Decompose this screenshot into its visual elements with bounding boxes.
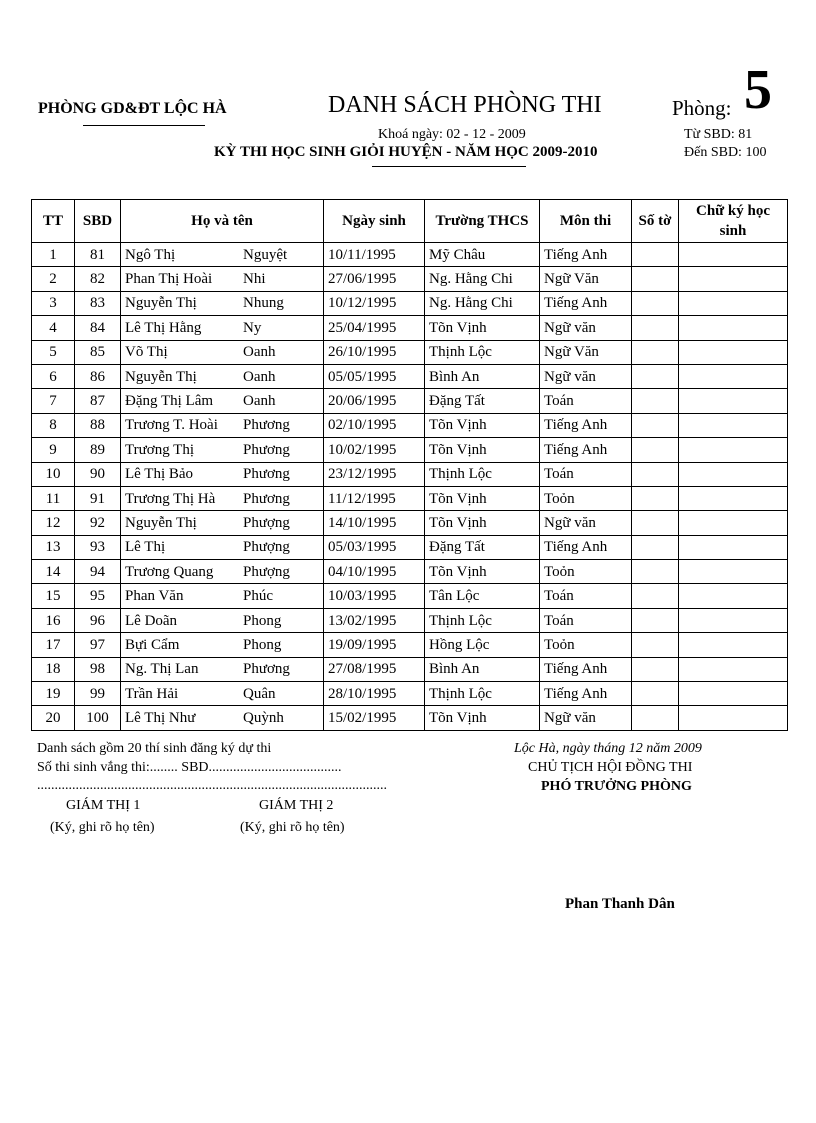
cell-dob: 27/08/1995 [324,657,425,681]
cell-tt: 20 [32,706,75,730]
cell-signature[interactable] [679,316,788,340]
cell-name [121,267,324,291]
cell-name [121,340,324,364]
name-last: Nhung [243,295,284,312]
cell-tt: 1 [32,243,75,267]
name-last: Phong [243,636,282,653]
total-candidates: Danh sách gồm 20 thí sinh đăng ký dự thi [37,741,272,756]
cell-tt: 10 [32,462,75,486]
name-last: Phương [243,441,290,458]
table-row [32,486,788,510]
cell-pages[interactable] [632,340,679,364]
cell-sbd: 81 [75,243,121,267]
cell-sbd: 92 [75,511,121,535]
name-last: Quân [243,685,276,702]
cell-sbd: 83 [75,291,121,315]
cell-pages[interactable] [632,413,679,437]
cell-name [121,608,324,632]
cell-sbd: 94 [75,560,121,584]
cell-sbd: 82 [75,267,121,291]
cell-subject: Toán [540,584,632,608]
cell-signature[interactable] [679,267,788,291]
cell-sbd: 90 [75,462,121,486]
name-last: Phương [243,490,290,507]
column-header-tt: TT [32,200,75,243]
cell-name [121,316,324,340]
cell-signature[interactable] [679,560,788,584]
name-first: Phan Thị Hoài [125,271,213,288]
organization-name: PHÒNG GD&ĐT LỘC HÀ [38,100,227,117]
cell-school: Tõn Vịnh [425,413,540,437]
name-first: Trần Hải [125,685,179,702]
cell-subject: Tiếng Anh [540,438,632,462]
table-row [32,389,788,413]
cell-signature[interactable] [679,291,788,315]
cell-dob: 27/06/1995 [324,267,425,291]
cell-subject: Tiếng Anh [540,291,632,315]
table-row [32,243,788,267]
place-date: Lộc Hà, ngày tháng 12 năm 2009 [514,741,702,756]
cell-school: Bình An [425,364,540,388]
cell-school: Ng. Hằng Chi [425,291,540,315]
cell-tt: 11 [32,486,75,510]
cell-tt: 8 [32,413,75,437]
cell-sbd: 97 [75,633,121,657]
cell-name [121,682,324,706]
cell-pages[interactable] [632,243,679,267]
cell-signature[interactable] [679,535,788,559]
cell-dob: 10/11/1995 [324,243,425,267]
cell-sbd: 98 [75,657,121,681]
cell-school: Hồng Lộc [425,633,540,657]
cell-sbd: 93 [75,535,121,559]
cell-subject: Ngữ văn [540,316,632,340]
name-last: Nhi [243,271,266,288]
name-first: Võ Thị [125,344,168,361]
name-first: Nguyễn Thị [125,514,197,531]
signer-name: Phan Thanh Dân [565,896,675,912]
cell-name [121,633,324,657]
cell-sbd: 95 [75,584,121,608]
cell-subject: Ngữ văn [540,511,632,535]
cell-pages[interactable] [632,560,679,584]
cell-school: Tõn Vịnh [425,706,540,730]
cell-pages[interactable] [632,438,679,462]
name-first: Ng. Thị Lan [125,661,199,678]
cell-signature[interactable] [679,243,788,267]
cell-dob: 11/12/1995 [324,486,425,510]
cell-school: Thịnh Lộc [425,682,540,706]
cell-dob: 02/10/1995 [324,413,425,437]
cell-sbd: 86 [75,364,121,388]
cell-school: Bình An [425,657,540,681]
table-row [32,657,788,681]
cell-pages[interactable] [632,535,679,559]
cell-dob: 05/03/1995 [324,535,425,559]
cell-subject: Toán [540,462,632,486]
cell-tt: 2 [32,267,75,291]
cell-name [121,657,324,681]
cell-dob: 10/03/1995 [324,584,425,608]
name-last: Phúc [243,588,273,605]
column-header-name: Họ và tên [121,200,324,243]
room-label: Phòng: [672,96,732,120]
name-first: Lê Thị Bảo [125,466,194,483]
proctor-2-note: (Ký, ghi rõ họ tên) [240,820,345,835]
cell-signature[interactable] [679,389,788,413]
name-first: Lê Thị [125,539,166,556]
cell-subject: Tiếng Anh [540,243,632,267]
column-header-signature: Chữ ký học sinh [679,200,788,243]
cell-tt: 19 [32,682,75,706]
cell-tt: 17 [32,633,75,657]
candidate-table [31,199,788,731]
table-row [32,608,788,632]
cell-school: Tõn Vịnh [425,316,540,340]
table-row [32,633,788,657]
column-header-school: Trường THCS [425,200,540,243]
cell-tt: 3 [32,291,75,315]
cell-dob: 04/10/1995 [324,560,425,584]
table-row [32,291,788,315]
name-first: Bựi Cẩm [125,636,180,653]
cell-tt: 18 [32,657,75,681]
name-first: Trương Quang [125,563,214,580]
name-last: Oanh [243,344,276,361]
cell-sbd: 87 [75,389,121,413]
cell-dob: 10/12/1995 [324,291,425,315]
cell-dob: 05/05/1995 [324,364,425,388]
cell-signature[interactable] [679,657,788,681]
name-first: Trương Thị [125,441,195,458]
cell-signature[interactable] [679,413,788,437]
name-first: Nguyễn Thị [125,295,197,312]
cell-school: Tõn Vịnh [425,438,540,462]
organization-underline [83,125,205,126]
cell-school: Tân Lộc [425,584,540,608]
cell-subject: Tiếng Anh [540,413,632,437]
cell-subject: Toỏn [540,560,632,584]
dotted-line: .................................................................................................... [37,778,387,793]
cell-name [121,389,324,413]
cell-pages[interactable] [632,608,679,632]
cell-subject: Tiếng Anh [540,535,632,559]
cell-sbd: 96 [75,608,121,632]
proctor-1-title: GIÁM THỊ 1 [66,798,141,813]
cell-dob: 14/10/1995 [324,511,425,535]
name-last: Phong [243,612,282,629]
cell-signature[interactable] [679,364,788,388]
name-last: Phương [243,661,290,678]
document-title: DANH SÁCH PHÒNG THI [328,92,602,118]
cell-signature[interactable] [679,584,788,608]
cell-name [121,535,324,559]
cell-school: Thịnh Lộc [425,462,540,486]
cell-name [121,243,324,267]
table-body [32,243,788,731]
column-header-pages: Số tờ [632,200,679,243]
exam-date: Khoá ngày: 02 - 12 - 2009 [378,127,526,142]
cell-pages[interactable] [632,364,679,388]
cell-signature[interactable] [679,340,788,364]
cell-dob: 25/04/1995 [324,316,425,340]
cell-pages[interactable] [632,584,679,608]
from-sbd: Từ SBD: 81 [684,127,753,142]
name-last: Nguyệt [243,246,288,263]
cell-school: Thịnh Lộc [425,340,540,364]
name-last: Oanh [243,368,276,385]
cell-name [121,413,324,437]
cell-subject: Toán [540,389,632,413]
cell-subject: Tiếng Anh [540,657,632,681]
cell-tt: 9 [32,438,75,462]
table-row [32,413,788,437]
name-first: Lê Doãn [125,612,178,629]
table-row [32,316,788,340]
cell-school: Đặng Tất [425,389,540,413]
cell-school: Tõn Vịnh [425,560,540,584]
cell-name [121,486,324,510]
cell-school: Đặng Tất [425,535,540,559]
cell-subject: Ngữ văn [540,364,632,388]
cell-subject: Toỏn [540,486,632,510]
table-row [32,267,788,291]
cell-name [121,511,324,535]
cell-sbd: 88 [75,413,121,437]
cell-name [121,291,324,315]
column-header-dob: Ngày sinh [324,200,425,243]
cell-dob: 19/09/1995 [324,633,425,657]
cell-dob: 28/10/1995 [324,682,425,706]
cell-school: Mỹ Châu [425,243,540,267]
cell-dob: 20/06/1995 [324,389,425,413]
cell-signature[interactable] [679,511,788,535]
cell-signature[interactable] [679,682,788,706]
cell-pages[interactable] [632,267,679,291]
cell-tt: 12 [32,511,75,535]
cell-dob: 26/10/1995 [324,340,425,364]
name-last: Phượng [243,539,290,556]
cell-school: Thịnh Lộc [425,608,540,632]
cell-pages[interactable] [632,633,679,657]
table-row [32,706,788,730]
cell-signature[interactable] [679,608,788,632]
cell-pages[interactable] [632,511,679,535]
cell-sbd: 89 [75,438,121,462]
cell-school: Ng. Hằng Chi [425,267,540,291]
table-row [32,340,788,364]
cell-tt: 13 [32,535,75,559]
cell-signature[interactable] [679,633,788,657]
cell-subject: Toỏn [540,633,632,657]
name-first: Ngô Thị [125,246,176,263]
cell-pages[interactable] [632,462,679,486]
cell-tt: 6 [32,364,75,388]
name-last: Phương [243,466,290,483]
cell-sbd: 91 [75,486,121,510]
cell-sbd: 85 [75,340,121,364]
cell-tt: 16 [32,608,75,632]
cell-signature[interactable] [679,706,788,730]
cell-tt: 14 [32,560,75,584]
absent-line: Số thi sinh vắng thi:........ SBD...................................... [37,760,342,775]
cell-pages[interactable] [632,657,679,681]
table-header-row [32,200,788,243]
table-row [32,511,788,535]
cell-tt: 15 [32,584,75,608]
exam-name: KỲ THI HỌC SINH GIỎI HUYỆN - NĂM HỌC 2009-2010 [214,144,598,160]
exam-name-underline [372,166,526,167]
name-first: Phan Văn [125,588,184,605]
name-first: Nguyễn Thị [125,368,197,385]
table-row [32,682,788,706]
name-first: Lê Thị Như [125,710,196,727]
table-row [32,438,788,462]
name-last: Phượng [243,514,290,531]
name-first: Trương Thị Hà [125,490,216,507]
cell-pages[interactable] [632,291,679,315]
name-first: Trương T. Hoài [125,417,218,434]
room-number: 5 [744,59,772,121]
table-row [32,535,788,559]
to-sbd: Đến SBD: 100 [684,145,767,160]
cell-name [121,560,324,584]
cell-signature[interactable] [679,486,788,510]
table-row [32,560,788,584]
cell-name [121,584,324,608]
cell-name [121,706,324,730]
cell-dob: 23/12/1995 [324,462,425,486]
cell-school: Tõn Vịnh [425,486,540,510]
column-header-subject: Môn thi [540,200,632,243]
cell-dob: 13/02/1995 [324,608,425,632]
cell-subject: Tiếng Anh [540,682,632,706]
cell-sbd: 100 [75,706,121,730]
proctor-2-title: GIÁM THỊ 2 [259,798,334,813]
signer-position: PHÓ TRƯỞNG PHÒNG [541,779,692,794]
cell-school: Tõn Vịnh [425,511,540,535]
proctor-1-note: (Ký, ghi rõ họ tên) [50,820,155,835]
cell-name [121,462,324,486]
cell-sbd: 99 [75,682,121,706]
name-first: Đặng Thị Lâm [125,393,214,410]
cell-signature[interactable] [679,462,788,486]
cell-pages[interactable] [632,682,679,706]
name-last: Quỳnh [243,710,284,727]
name-last: Ny [243,319,262,336]
name-last: Phương [243,417,290,434]
cell-subject: Ngữ văn [540,706,632,730]
cell-pages[interactable] [632,486,679,510]
cell-signature[interactable] [679,438,788,462]
cell-pages[interactable] [632,706,679,730]
council-chair-title: CHỦ TỊCH HỘI ĐỒNG THI [528,760,693,775]
cell-dob: 15/02/1995 [324,706,425,730]
name-last: Oanh [243,393,276,410]
cell-pages[interactable] [632,316,679,340]
column-header-sbd: SBD [75,200,121,243]
table-row [32,364,788,388]
table-row [32,584,788,608]
cell-pages[interactable] [632,389,679,413]
name-first: Lê Thị Hằng [125,319,202,336]
cell-tt: 4 [32,316,75,340]
name-last: Phượng [243,563,290,580]
cell-name [121,364,324,388]
cell-subject: Ngữ Văn [540,267,632,291]
cell-tt: 7 [32,389,75,413]
cell-subject: Ngữ Văn [540,340,632,364]
table-row [32,462,788,486]
cell-sbd: 84 [75,316,121,340]
cell-tt: 5 [32,340,75,364]
cell-dob: 10/02/1995 [324,438,425,462]
cell-subject: Toán [540,608,632,632]
cell-name [121,438,324,462]
